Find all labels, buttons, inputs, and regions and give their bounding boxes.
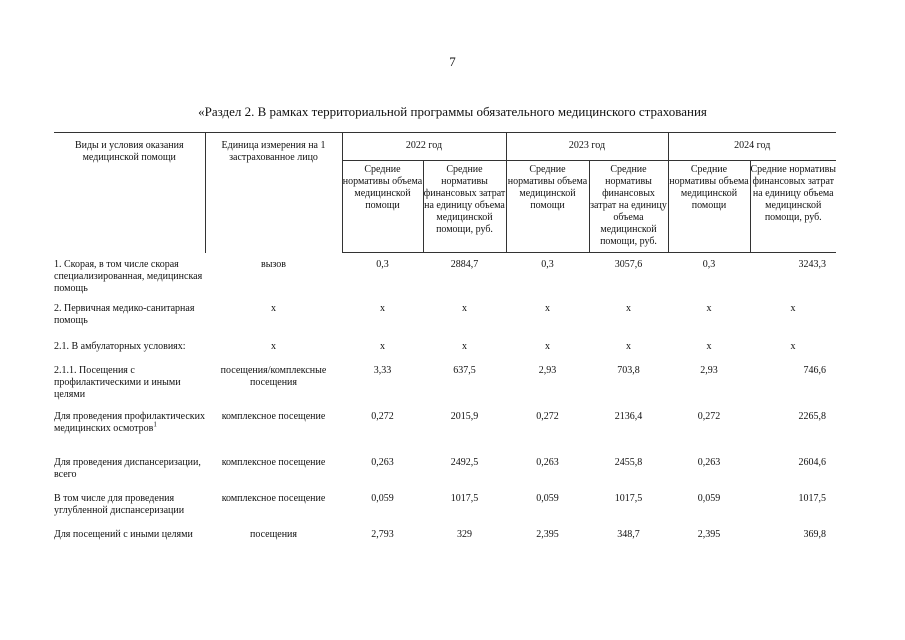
cell-volume-2024: х (706, 302, 712, 314)
cell-volume-2024: 0,059 (697, 492, 721, 504)
row-label: В том числе для проведения углубленной диспансеризации (54, 492, 185, 516)
cell-cost-2024: х (790, 302, 796, 314)
cell-cost-2024: 2265,8 (798, 410, 826, 422)
table-row (54, 487, 836, 523)
cell-volume-2022: х (380, 340, 385, 352)
cell-volume-2024: х (706, 340, 712, 352)
medical-norms-table (54, 132, 836, 559)
cell-cost-2024: 746,6 (803, 364, 826, 376)
cell-volume-2023: 0,059 (536, 492, 559, 504)
row-unit: комплексное посещение (221, 492, 326, 504)
cell-cost-2022: 329 (457, 528, 472, 540)
subheader-cost-2024: Средние нормативы финансовых затрат на единицу объема медицинской помощи, руб. (750, 161, 836, 253)
page-number: 7 (449, 54, 456, 69)
cell-cost-2023: х (626, 340, 631, 352)
row-label: Для проведения диспансеризации, всего (54, 456, 201, 480)
table-row (54, 253, 836, 297)
cell-volume-2024: 0,272 (697, 410, 721, 422)
cell-volume-2024: 2,395 (697, 528, 721, 540)
cell-cost-2022: 637,5 (453, 364, 476, 376)
row-label: 2. Первичная медико-санитарная помощь (54, 302, 195, 326)
subheader-cost-2023: Средние нормативы финансовых затрат на единицу объема медицинской помощи, руб. (589, 161, 668, 253)
table-row (54, 451, 836, 487)
cell-cost-2022: х (462, 302, 467, 314)
cell-volume-2024: 0,263 (697, 456, 721, 468)
cell-cost-2024: х (790, 340, 796, 352)
header-unit: Единица измерения на 1 застрахованное лицо (205, 133, 342, 253)
table-row (54, 523, 836, 559)
header-year-2024: 2024 год (668, 133, 836, 161)
table-row (54, 405, 836, 451)
row-unit: посещения (249, 528, 298, 540)
row-label: Для посещений с иными целями (54, 528, 193, 540)
row-unit: комплексное посещение (221, 456, 326, 468)
cell-volume-2022: 0,3 (376, 259, 389, 270)
cell-cost-2023: 703,8 (617, 364, 640, 376)
cell-volume-2022: 0,272 (371, 410, 394, 422)
cell-cost-2024: 2604,6 (798, 456, 826, 468)
table-row (54, 297, 836, 335)
row-label: 1. Скорая, в том числе скорая специализированная, медицинская помощь (54, 258, 203, 294)
cell-cost-2023: 2136,4 (614, 410, 643, 422)
cell-volume-2022: 3,33 (373, 364, 392, 376)
cell-volume-2023: 0,263 (536, 456, 559, 468)
header-kinds: Виды и условия оказания медицинской помощи (54, 133, 205, 253)
row-unit: х (271, 302, 276, 314)
cell-cost-2023: х (626, 302, 631, 314)
cell-volume-2022: 0,059 (371, 492, 394, 504)
row-unit: вызов (260, 258, 287, 270)
cell-cost-2022: х (462, 340, 467, 352)
header-year-2023: 2023 год (506, 133, 668, 161)
cell-cost-2024: 3243,3 (798, 259, 826, 270)
subheader-volume-2022: Средние нормативы объема медицинской помощи (342, 161, 423, 253)
cell-cost-2024: 1017,5 (798, 492, 826, 504)
row-label (54, 405, 205, 451)
cell-volume-2023: 2,93 (538, 364, 557, 376)
footnote-mark: 1 (153, 420, 157, 429)
row-unit: посещения/комплексные посещения (220, 364, 327, 388)
cell-cost-2023: 3057,6 (614, 259, 643, 270)
cell-volume-2023: 0,272 (536, 410, 559, 422)
cell-cost-2023: 1017,5 (614, 492, 643, 504)
cell-cost-2023: 348,7 (617, 528, 640, 540)
subheader-cost-2022: Средние нормативы финансовых затрат на единицу объема медицинской помощи, руб. (423, 161, 506, 253)
cell-cost-2022: 2015,9 (450, 410, 479, 422)
cell-volume-2022: 0,263 (371, 456, 394, 468)
cell-cost-2024: 369,8 (803, 528, 826, 540)
cell-volume-2023: 0,3 (541, 259, 554, 270)
row-unit: х (271, 340, 276, 352)
cell-cost-2022: 2884,7 (450, 259, 479, 270)
row-unit: комплексное посещение (221, 410, 326, 422)
header-year-2022: 2022 год (342, 133, 506, 161)
table-row (54, 335, 836, 359)
cell-volume-2024: 0,3 (702, 259, 716, 270)
subheader-volume-2023: Средние нормативы объема медицинской помощи (506, 161, 589, 253)
cell-cost-2023: 2455,8 (614, 456, 643, 468)
cell-volume-2023: х (545, 340, 550, 352)
row-label-text: Для проведения профилактических медицинских осмотров (54, 410, 205, 434)
cell-cost-2022: 2492,5 (450, 456, 479, 468)
cell-volume-2022: х (380, 302, 385, 314)
row-label: 2.1. В амбулаторных условиях: (54, 340, 186, 352)
cell-volume-2023: х (545, 302, 550, 314)
cell-cost-2022: 1017,5 (450, 492, 479, 504)
cell-volume-2023: 2,395 (536, 528, 559, 540)
cell-volume-2022: 2,793 (371, 528, 394, 540)
row-label: 2.1.1. Посещения с профилактическими и иными целями (54, 364, 181, 400)
table-row (54, 359, 836, 405)
cell-volume-2024: 2,93 (700, 364, 718, 376)
section-title: «Раздел 2. В рамках территориальной программы обязательного медицинского страхования (198, 104, 707, 119)
subheader-volume-2024: Средние нормативы объема медицинской помощи (668, 161, 750, 253)
